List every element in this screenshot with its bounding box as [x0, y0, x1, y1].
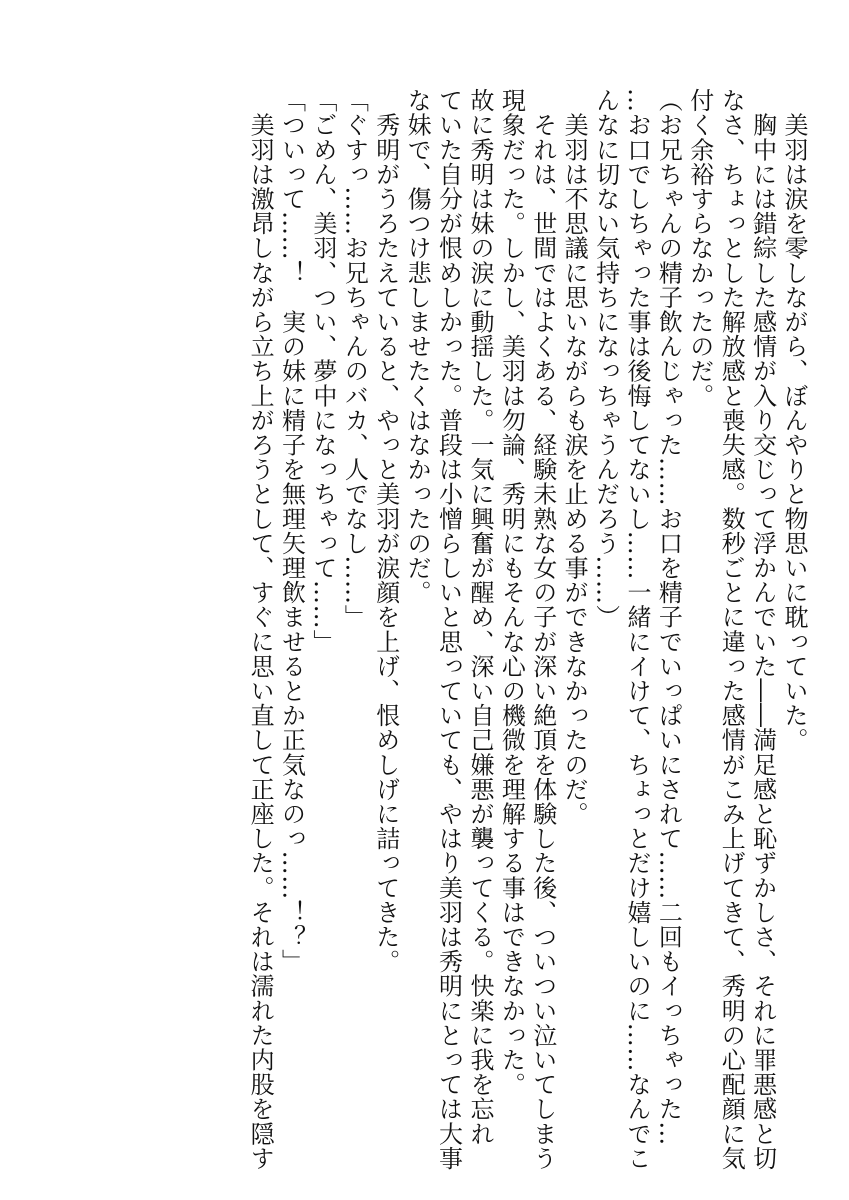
text-line: …お口でしちゃった事は後悔してないし……一緒にイけて、ちょっとだけ嬉しいのに……なんでこ [622, 88, 651, 1171]
text-line: 現象だった。しかし、美羽は勿論、秀明にもそんな心の機微を理解する事はできなかった。 [497, 88, 526, 1097]
text-line: 「ついって……！ 実の妹に精子を無理矢理飲ませるとか正気なのっ……！？」 [277, 88, 306, 974]
text-line: 付く余裕すらなかったのだ。 [685, 88, 714, 408]
text-line: 故に秀明は妹の涙に動揺した。一気に興奮が醒め、深い自己嫌悪が襲ってくる。快楽に我を忘れ [465, 88, 494, 1146]
text-line: 美羽は涙を零しながら、ぼんやりと物思いに耽っていた。 [780, 88, 808, 753]
text-line: 「ぐすっ……お兄ちゃんのバカ、人でなし……」 [340, 88, 369, 630]
vertical-text-body [66, 88, 809, 1171]
text-line: それは、世間ではよくある、経験未熟な女の子が深い絶頂を体験した後、ついつい泣いてしまう [528, 88, 557, 1171]
text-line: 「ごめん、美羽、つい、夢中になっちゃって……」 [308, 88, 337, 654]
text-line: （お兄ちゃんの精子飲んじゃった……お口を精子でいっぱいにされて……二回もイっちゃった… [654, 88, 683, 1146]
text-line: ていた自分が恨めしかった。普段は小憎らしいと思っていても、やはり美羽は秀明にとっては大事 [434, 88, 463, 1171]
text-line: 胸中には錯綜した感情が入り交じって浮かんでいた――満足感と恥ずかしさ、それに罪悪感と切 [748, 88, 777, 1171]
text-line: な妹で、傷つけ悲しませたくはなかったのだ。 [403, 88, 432, 605]
text-line: なさ、ちょっとした解放感と喪失感。数秒ごとに違った感情がこみ上げてきて、秀明の心配顔に気 [717, 88, 746, 1171]
text-line: んなに切ない気持ちになっちゃうんだろう……） [591, 88, 620, 630]
text-line: 秀明がうろたえていると、やっと美羽が涙顔を上げ、恨めしげに詰ってきた。 [371, 88, 400, 974]
text-line: 美羽は不思議に思いながらも涙を止める事ができなかったのだ。 [560, 88, 589, 826]
text-line: 美羽は激昂しながら立ち上がろうとして、すぐに思い直して正座した。それは濡れた内股を隠す [246, 88, 275, 1171]
